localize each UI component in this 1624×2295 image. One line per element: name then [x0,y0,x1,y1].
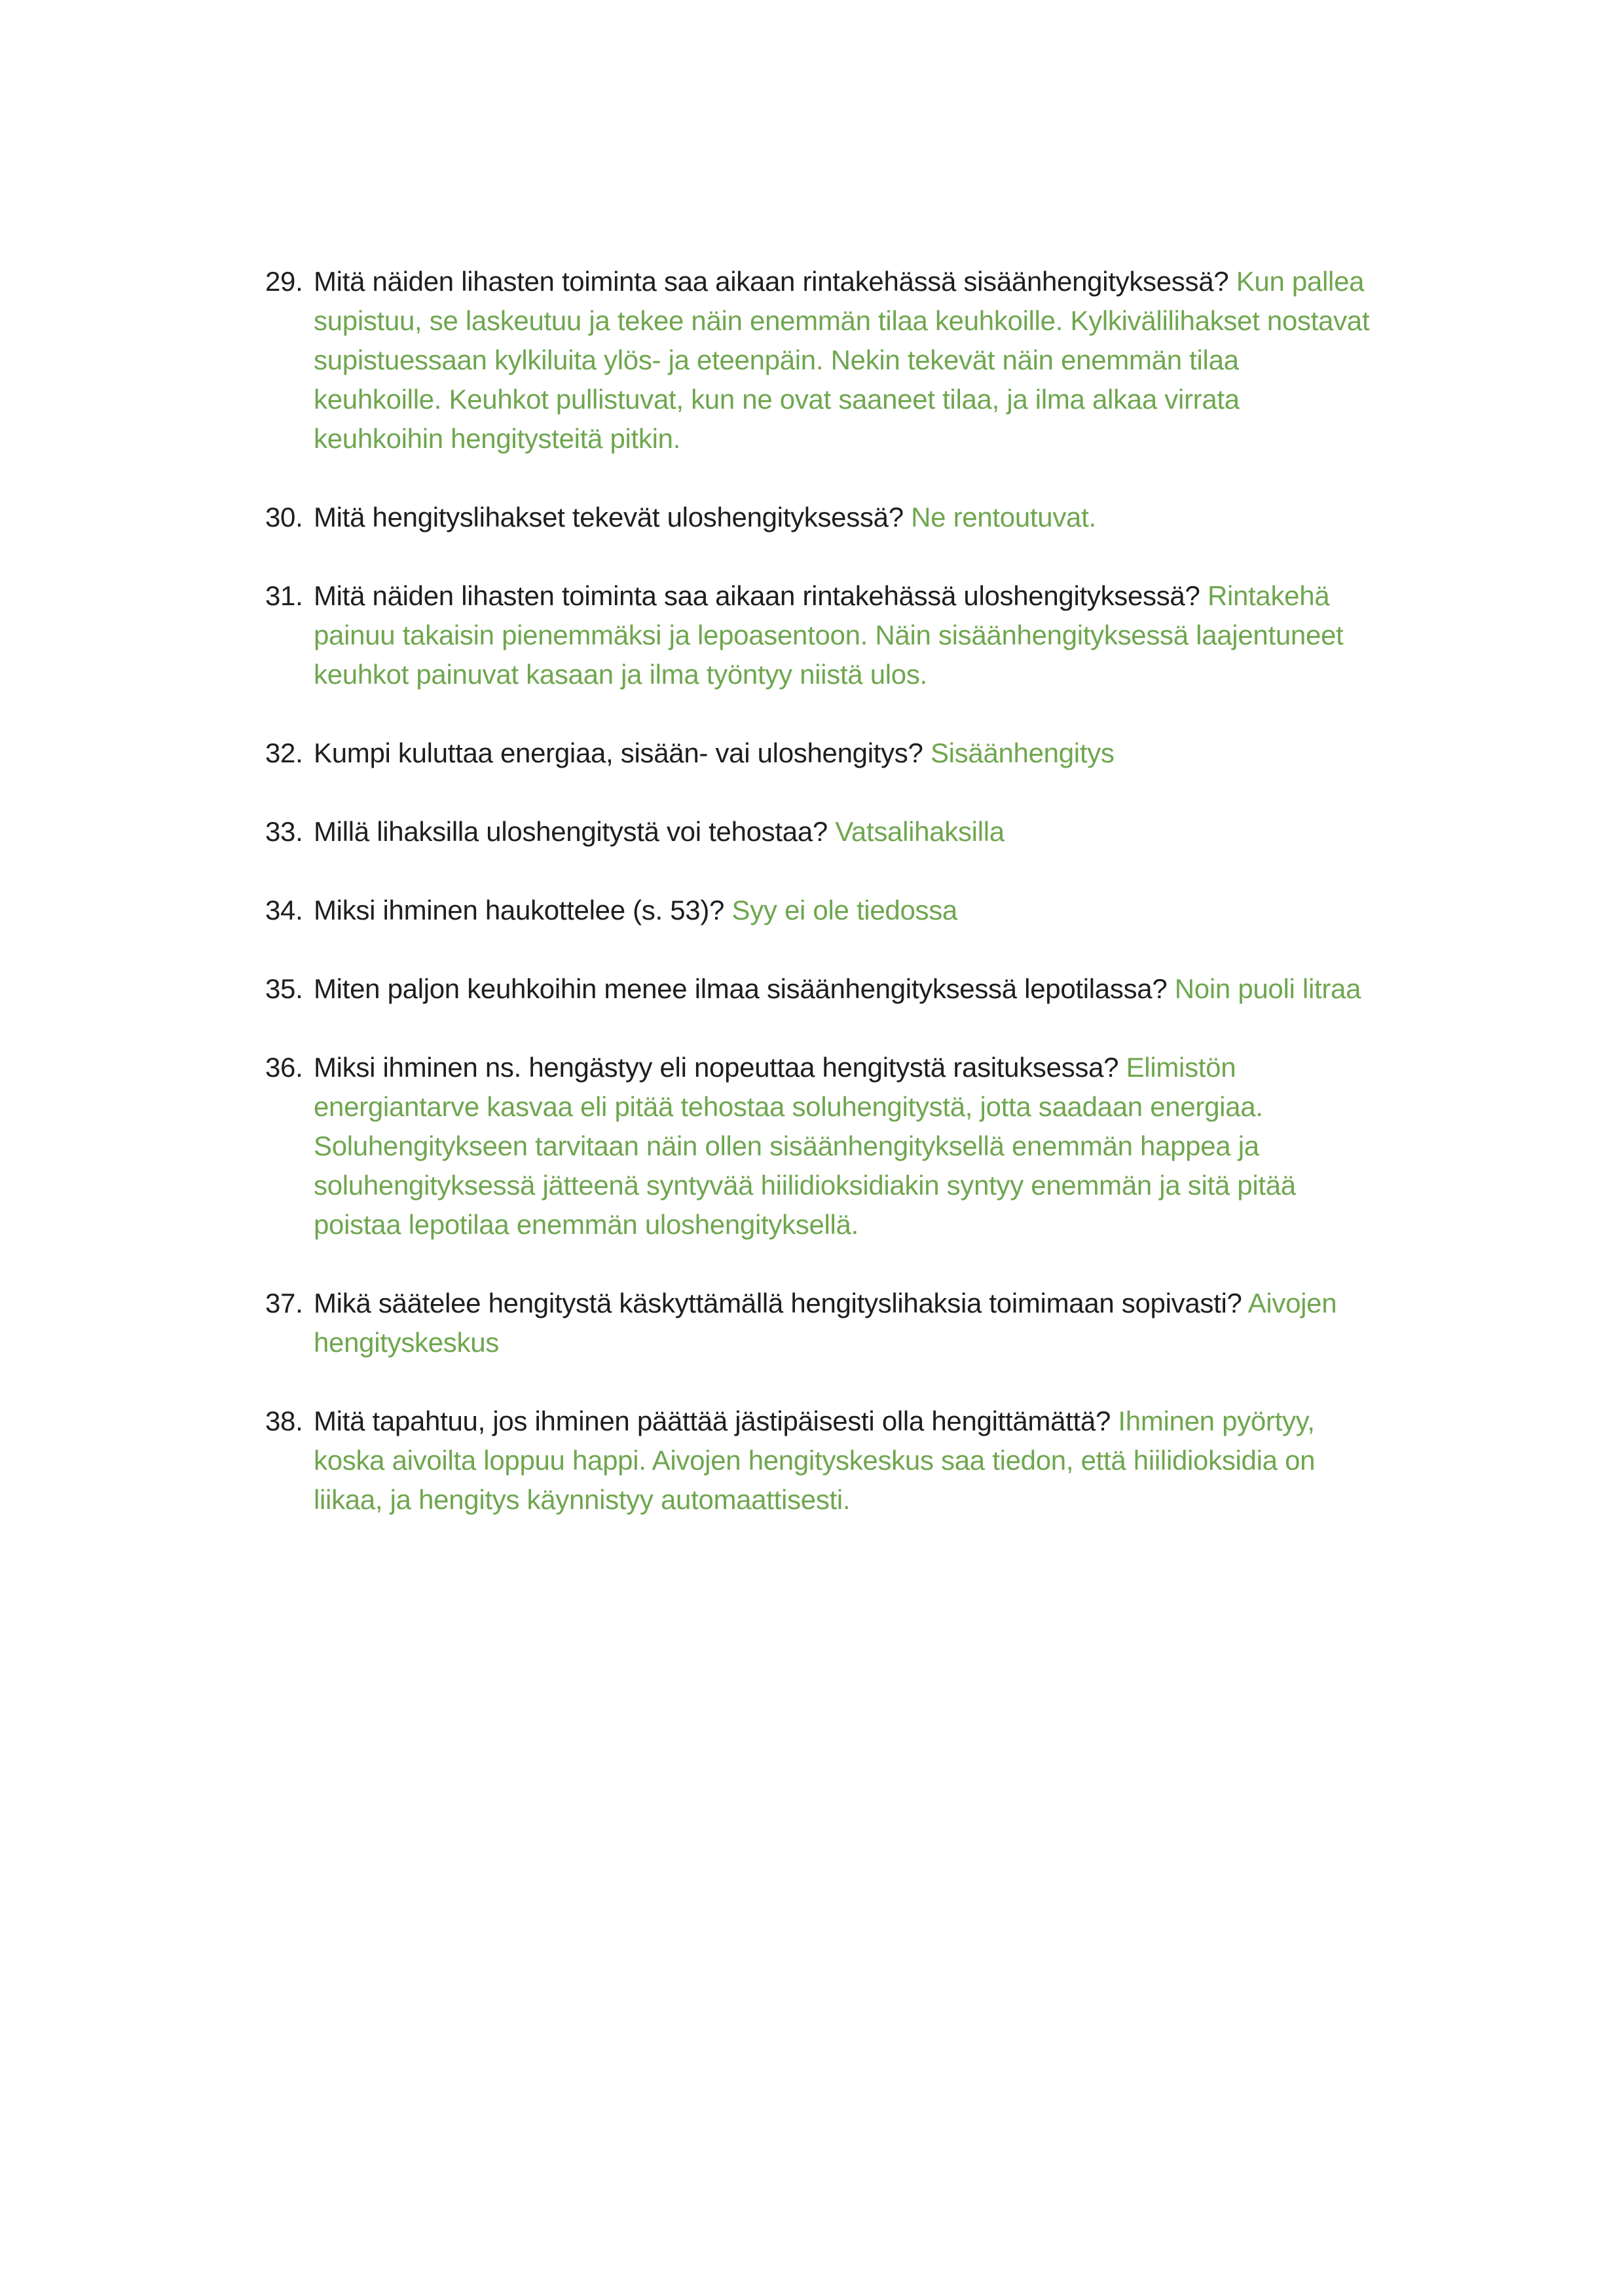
question-body [314,1048,1371,1244]
question-text: Mitä näiden lihasten toiminta saa aikaan rintakehässä uloshengityksessä? [314,580,1200,611]
question-number: 30. [265,502,303,532]
question-number: 33. [265,816,303,847]
question-item [265,734,1378,773]
question-number: 32. [265,737,303,768]
question-item [265,498,1378,537]
answer-text: Ihminen pyörtyy, koska aivoilta loppuu happi. Aivojen hengityskeskus saa tiedon, että hiilidioksidia on liikaa, ja hengitys käynnistyy automaattisesti. [314,1406,1316,1515]
question-body [314,576,1371,694]
question-item [265,1048,1378,1244]
answer-text: Elimistön energiantarve kasvaa eli pitää tehostaa soluhengitystä, jotta saadaan energiaa. Soluhengitykseen tarvitaan näin ollen sisäänhengityksellä enemmän happea ja soluhengityksessä jätteenä syntyvää hiilidioksidiakin syntyy enemmän ja sitä pitää poistaa lepotilaa enemmän uloshengityksellä. [314,1052,1296,1240]
answer-text: Ne rentoutuvat. [911,502,1096,532]
question-text: Mitä tapahtuu, jos ihminen päättää jästipäisesti olla hengittämättä? [314,1406,1111,1436]
answer-text: Syy ei ole tiedossa [731,895,957,925]
question-text: Miksi ihminen haukottelee (s. 53)? [314,895,725,925]
question-text: Mitä hengityslihakset tekevät uloshengityksessä? [314,502,904,532]
answer-text: Vatsalihaksilla [835,816,1005,847]
question-text: Kumpi kuluttaa energiaa, sisään- vai uloshengitys? [314,737,923,768]
question-number: 37. [265,1288,303,1318]
question-number: 38. [265,1406,303,1436]
question-body [314,1402,1371,1520]
question-item [265,812,1378,851]
question-number: 29. [265,266,303,297]
question-number: 36. [265,1052,303,1083]
answer-text: Aivojen hengityskeskus [314,1288,1337,1358]
question-text: Millä lihaksilla uloshengitystä voi tehostaa? [314,816,828,847]
question-number: 31. [265,580,303,611]
question-text: Mitä näiden lihasten toiminta saa aikaan rintakehässä sisäänhengityksessä? [314,266,1229,297]
question-text: Mikä säätelee hengitystä käskyttämällä hengityslihaksia toimimaan sopivasti? [314,1288,1242,1318]
question-item [265,891,1378,930]
answer-text: Rintakehä painuu takaisin pienemmäksi ja lepoasentoon. Näin sisäänhengityksessä laajentuneet keuhkot painuvat kasaan ja ilma työntyy niistä ulos. [314,580,1344,690]
question-body [314,1284,1371,1362]
answer-text: Sisäänhengitys [930,737,1115,768]
question-text: Miten paljon keuhkoihin menee ilmaa sisäänhengityksessä lepotilassa? [314,973,1168,1004]
question-body [314,498,1371,537]
question-item [265,969,1378,1009]
question-body [314,812,1371,851]
question-text: Miksi ihminen ns. hengästyy eli nopeuttaa hengitystä rasituksessa? [314,1052,1119,1083]
answer-text: Noin puoli litraa [1174,973,1361,1004]
question-body [314,891,1371,930]
question-item [265,576,1378,694]
question-number: 34. [265,895,303,925]
question-list [265,262,1378,1559]
question-number: 35. [265,973,303,1004]
question-body [314,262,1371,458]
question-item [265,1402,1378,1520]
question-item [265,1284,1378,1362]
question-body [314,734,1371,773]
question-body [314,969,1371,1009]
answer-text: Kun pallea supistuu, se laskeutuu ja tekee näin enemmän tilaa keuhkoille. Kylkivälilihakset nostavat supistuessaan kylkiluita ylös- ja eteenpäin. Nekin tekevät näin enemmän tilaa keuhkoille. Keuhkot pullistuvat, kun ne ovat saaneet tilaa, ja ilma alkaa virrata keuhkoihin hengitysteitä pitkin. [314,266,1370,454]
question-item [265,262,1378,458]
